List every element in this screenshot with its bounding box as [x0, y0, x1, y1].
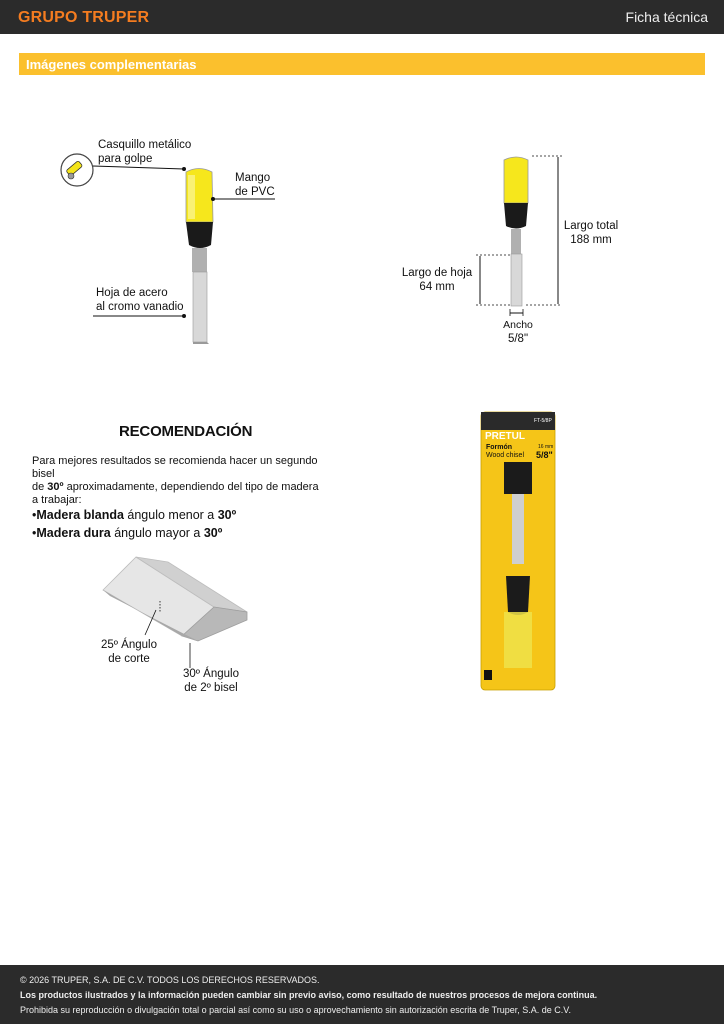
package-name-en: Wood chisel — [486, 452, 525, 459]
label-handle-line2: de PVC — [235, 186, 275, 198]
footer-copyright: © 2026 TRUPER, S.A. DE C.V. TODOS LOS DERECHOS RESERVADOS. — [20, 975, 320, 985]
bullet2-bold: Madera dura — [36, 526, 111, 540]
page-title: Ficha técnica — [625, 9, 708, 25]
line2-prefix: de — [32, 481, 48, 493]
package-name-es: Formón — [486, 444, 513, 451]
label-cutting-angle-line2: de corte — [108, 653, 150, 665]
label-cap-line2: para golpe — [98, 153, 153, 165]
label-blade-length-line1: Largo de hoja — [401, 267, 473, 279]
label-handle-line1: Mango — [235, 172, 271, 184]
recommendation-line1: Para mejores resultados se recomienda hacer un segundo bisel — [32, 455, 318, 480]
bullet-soft-wood: •Madera blanda ángulo menor a 30º — [32, 508, 237, 522]
label-total-length-line1: Largo total — [563, 220, 619, 232]
label-width-line2: 5/8" — [507, 333, 529, 345]
footer-legal: Prohibida su reproducción o divulgación total o parcial así como su uso o aprovechamiento sin autorización escrita de Truper, S.A. de C.V. — [20, 1005, 571, 1015]
label-width-line1: Ancho — [503, 319, 533, 331]
bullet2-value: 30º — [203, 526, 223, 540]
line2-angle: 30º — [47, 481, 64, 493]
label-total-length-line2: 188 mm — [570, 234, 612, 246]
bullet1-bold: Madera blanda — [36, 508, 124, 522]
line2-suffix: aproximadamente, dependiendo del tipo de madera — [63, 481, 319, 493]
label-cap-line1: Casquillo metálico — [98, 139, 192, 151]
recommendation-line3: a trabajar: — [32, 494, 82, 506]
package-size-in: 5/8" — [536, 450, 553, 460]
recommendation-title: RECOMENDACIÓN — [119, 423, 253, 440]
label-bevel-angle-line1: 30º Ángulo — [183, 668, 239, 680]
label-blade-line2: al cromo vanadio — [96, 301, 184, 313]
section-title: Imágenes complementarias — [26, 57, 197, 72]
label-blade-length-line2: 64 mm — [419, 281, 455, 293]
package-brand: PRETUL — [485, 431, 525, 442]
bullet-hard-wood: •Madera dura ángulo mayor a 30º — [32, 526, 223, 540]
package-code: FT-5/8P — [534, 418, 552, 424]
brand-logo: GRUPO TRUPER — [18, 9, 150, 26]
bullet1-value: 30º — [217, 508, 237, 522]
bullet2-text: ángulo mayor a — [110, 526, 204, 540]
label-blade-line1: Hoja de acero — [96, 287, 168, 299]
label-bevel-angle-line2: de 2º bisel — [184, 682, 238, 694]
package-size-mm: 16 mm — [538, 444, 554, 450]
bullet1-text: ángulo menor a — [123, 508, 218, 522]
footer-notice: Los productos ilustrados y la información pueden cambiar sin previo aviso, como resultado de nuestros procesos de mejora continua. — [20, 990, 598, 1000]
label-cutting-angle-line1: 25º Ángulo — [101, 639, 157, 651]
footer — [0, 965, 724, 1024]
